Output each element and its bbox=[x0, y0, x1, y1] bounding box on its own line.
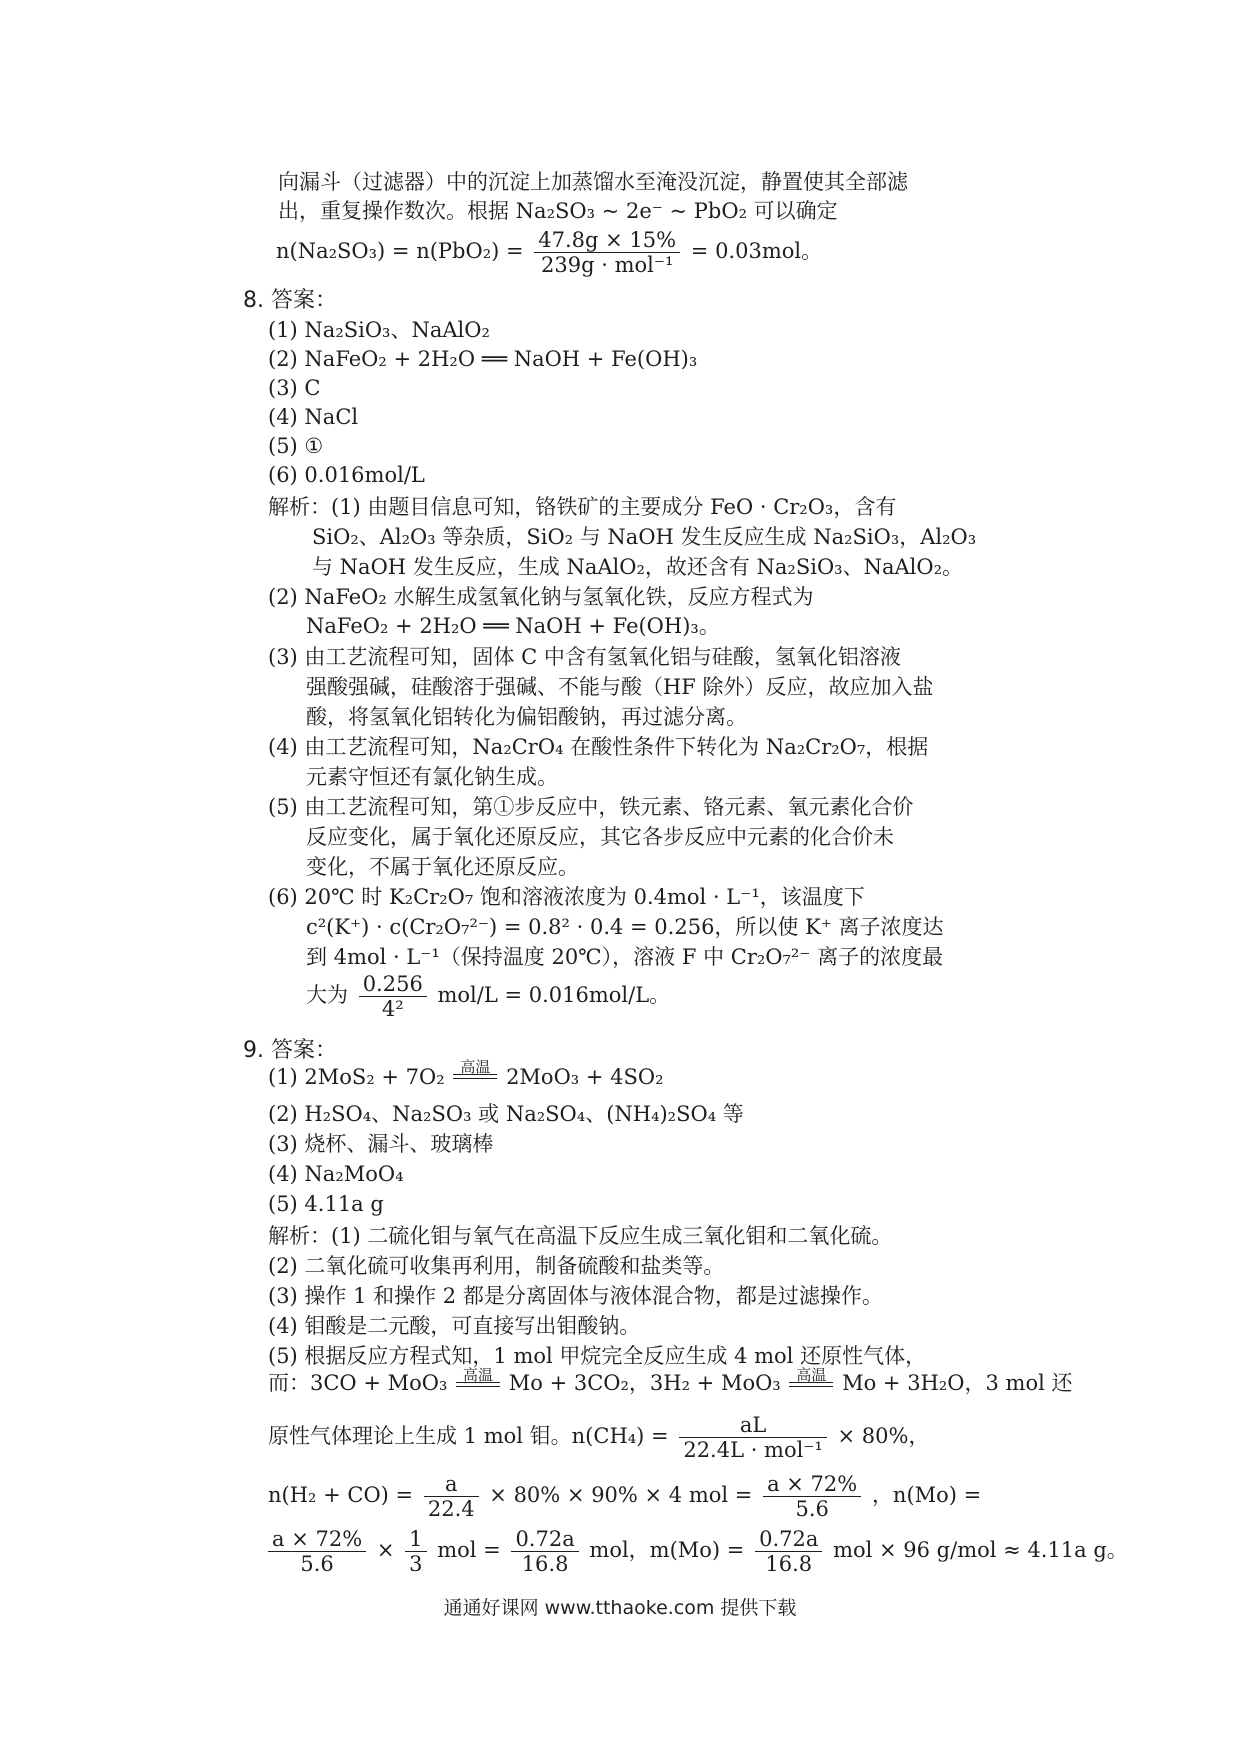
fraction bbox=[424, 1472, 479, 1521]
denominator: 5.6 bbox=[300, 1552, 334, 1576]
text: × 80%， bbox=[837, 1424, 930, 1448]
text: × bbox=[376, 1538, 395, 1562]
numerator: a × 72% bbox=[763, 1472, 861, 1497]
text: (1) 2MoS₂ + 7O₂ bbox=[268, 1065, 445, 1089]
text: × 80% × 90% × 4 mol = bbox=[489, 1483, 753, 1507]
answer-line: (3) C bbox=[268, 376, 321, 400]
fraction bbox=[534, 228, 680, 277]
answer-line: (3) 烧杯、漏斗、玻璃棒 bbox=[268, 1132, 494, 1156]
explanation-line: 解析：(1) 二硫化钼与氧气在高温下反应生成三氧化钼和二氧化硫。 bbox=[268, 1224, 893, 1248]
explanation-line: c²(K⁺) · c(Cr₂O₇²⁻) = 0.8² · 0.4 = 0.256，所以使 K⁺ 离子浓度达 bbox=[306, 915, 944, 939]
equation-line bbox=[268, 1367, 1073, 1397]
explanation-line: 元素守恒还有氯化钠生成。 bbox=[306, 765, 558, 789]
answer-line: (4) NaCl bbox=[268, 405, 359, 429]
explanation-line: SiO₂、Al₂O₃ 等杂质，SiO₂ 与 NaOH 发生反应生成 Na₂SiO₃，Al₂O₃ bbox=[312, 525, 977, 549]
condition-label: 高温 bbox=[796, 1366, 827, 1384]
condition-label: 高温 bbox=[463, 1366, 494, 1384]
denominator: 5.6 bbox=[795, 1497, 829, 1521]
denominator: 16.8 bbox=[765, 1552, 813, 1576]
fraction bbox=[405, 1527, 426, 1576]
denominator: 16.8 bbox=[521, 1552, 569, 1576]
answer-line: (1) Na₂SiO₃、NaAlO₂ bbox=[268, 318, 490, 342]
eq-right: = 0.03mol。 bbox=[690, 239, 823, 263]
numerator: aL bbox=[679, 1413, 827, 1438]
explanation-line: (5) 根据反应方程式知，1 mol 甲烷完全反应生成 4 mol 还原性气体， bbox=[268, 1344, 927, 1368]
question-9-title: 9. 答案： bbox=[243, 1038, 337, 1063]
answer-line: (2) NaFeO₂ + 2H₂O ══ NaOH + Fe(OH)₃ bbox=[268, 347, 698, 371]
equation-line bbox=[276, 228, 822, 277]
text: mol × 96 g/mol ≈ 4.11a g。 bbox=[833, 1538, 1128, 1562]
explanation-line: 反应变化，属于氧化还原反应，其它各步反应中元素的化合价未 bbox=[306, 825, 894, 849]
explanation-line: 酸，将氢氧化铝转化为偏铝酸钠，再过滤分离。 bbox=[306, 705, 747, 729]
numerator: a bbox=[424, 1472, 479, 1497]
explanation-line: (2) NaFeO₂ 水解生成氢氧化钠与氢氧化铁，反应方程式为 bbox=[268, 585, 814, 609]
numerator: 0.72a bbox=[511, 1527, 578, 1552]
numerator: 0.72a bbox=[755, 1527, 822, 1552]
explanation-line: 强酸强碱，硅酸溶于强碱、不能与酸（HF 除外）反应，故应加入盐 bbox=[306, 675, 934, 699]
explanation-line: (3) 操作 1 和操作 2 都是分离固体与液体混合物，都是过滤操作。 bbox=[268, 1284, 883, 1308]
eq-left: n(Na₂SO₃) = n(PbO₂) = bbox=[276, 239, 524, 263]
numerator: 0.256 bbox=[359, 972, 427, 997]
answer-line: (2) H₂SO₄、Na₂SO₃ 或 Na₂SO₄、(NH₄)₂SO₄ 等 bbox=[268, 1102, 744, 1126]
text: mol/L = 0.016mol/L。 bbox=[437, 983, 671, 1007]
explanation-line: (5) 由工艺流程可知，第①步反应中，铁元素、铬元素、氧元素化合价 bbox=[268, 795, 914, 819]
equation-line bbox=[264, 1527, 1128, 1576]
explanation-line: (6) 20℃ 时 K₂Cr₂O₇ 饱和溶液浓度为 0.4mol · L⁻¹，该温度下 bbox=[268, 885, 865, 909]
equation-line bbox=[268, 1413, 929, 1462]
denominator: 4² bbox=[381, 997, 404, 1021]
fraction bbox=[511, 1527, 578, 1576]
text: 大为 bbox=[306, 983, 348, 1007]
condition-equals bbox=[789, 1368, 833, 1397]
fraction bbox=[679, 1413, 827, 1462]
explanation-line: (3) 由工艺流程可知，固体 C 中含有氢氧化铝与硅酸，氢氧化铝溶液 bbox=[268, 645, 901, 669]
denominator: 22.4L · mol⁻¹ bbox=[683, 1438, 823, 1462]
numerator: 47.8g × 15% bbox=[534, 228, 680, 253]
numerator: a × 72% bbox=[268, 1527, 366, 1552]
answer-line: (4) Na₂MoO₄ bbox=[268, 1162, 404, 1186]
text: n(H₂ + CO) = bbox=[268, 1483, 414, 1507]
explanation-line: 解析：(1) 由题目信息可知，铬铁矿的主要成分 FeO · Cr₂O₃，含有 bbox=[268, 495, 897, 519]
explanation-line: 到 4mol · L⁻¹（保持温度 20℃），溶液 F 中 Cr₂O₇²⁻ 离子的浓度最 bbox=[306, 945, 944, 969]
text-line: 出，重复操作数次。根据 Na₂SO₃ ~ 2e⁻ ~ PbO₂ 可以确定 bbox=[278, 199, 838, 223]
explanation-line: 变化，不属于氧化还原反应。 bbox=[306, 855, 579, 879]
explanation-line: (4) 由工艺流程可知，Na₂CrO₄ 在酸性条件下转化为 Na₂Cr₂O₇，根据 bbox=[268, 735, 929, 759]
explanation-line: NaFeO₂ + 2H₂O ══ NaOH + Fe(OH)₃。 bbox=[306, 614, 720, 638]
numerator: 1 bbox=[405, 1527, 426, 1552]
text: ，n(Mo) = bbox=[871, 1483, 982, 1507]
fraction bbox=[268, 1527, 366, 1576]
answer-line: (6) 0.016mol/L bbox=[268, 463, 425, 487]
denominator: 22.4 bbox=[427, 1497, 475, 1521]
answer-line bbox=[268, 1060, 664, 1089]
fraction bbox=[359, 972, 427, 1021]
fraction bbox=[763, 1472, 861, 1521]
equation-line bbox=[268, 1472, 981, 1521]
text: 原性气体理论上生成 1 mol 钼。n(CH₄) = bbox=[268, 1424, 669, 1448]
explanation-line: (4) 钼酸是二元酸，可直接写出钼酸钠。 bbox=[268, 1314, 641, 1338]
text: 2MoO₃ + 4SO₂ bbox=[506, 1065, 664, 1089]
fraction bbox=[755, 1527, 822, 1576]
condition-label: 高温 bbox=[460, 1058, 491, 1076]
text: Mo + 3H₂O，3 mol 还 bbox=[842, 1371, 1073, 1395]
text: 而：3CO + MoO₃ bbox=[268, 1371, 448, 1395]
equation-line bbox=[306, 972, 670, 1021]
condition-equals bbox=[453, 1060, 497, 1089]
condition-equals bbox=[456, 1368, 500, 1397]
answer-line: (5) 4.11a g bbox=[268, 1192, 384, 1216]
question-8-title: 8. 答案： bbox=[243, 288, 337, 313]
explanation-line: 与 NaOH 发生反应，生成 NaAlO₂，故还含有 Na₂SiO₃、NaAlO₂。 bbox=[312, 555, 963, 579]
footer-text: 通通好课网 www.tthaoke.com 提供下载 bbox=[443, 1597, 797, 1619]
denominator: 3 bbox=[409, 1552, 423, 1576]
text: Mo + 3CO₂，3H₂ + MoO₃ bbox=[508, 1371, 781, 1395]
text-line: 向漏斗（过滤器）中的沉淀上加蒸馏水至淹没沉淀，静置使其全部滤 bbox=[278, 170, 908, 194]
denominator: 239g · mol⁻¹ bbox=[541, 253, 674, 277]
text: mol = bbox=[437, 1538, 501, 1562]
answer-line: (5) ① bbox=[268, 434, 324, 458]
explanation-line: (2) 二氧化硫可收集再利用，制备硫酸和盐类等。 bbox=[268, 1254, 725, 1278]
text: mol，m(Mo) = bbox=[589, 1538, 745, 1562]
